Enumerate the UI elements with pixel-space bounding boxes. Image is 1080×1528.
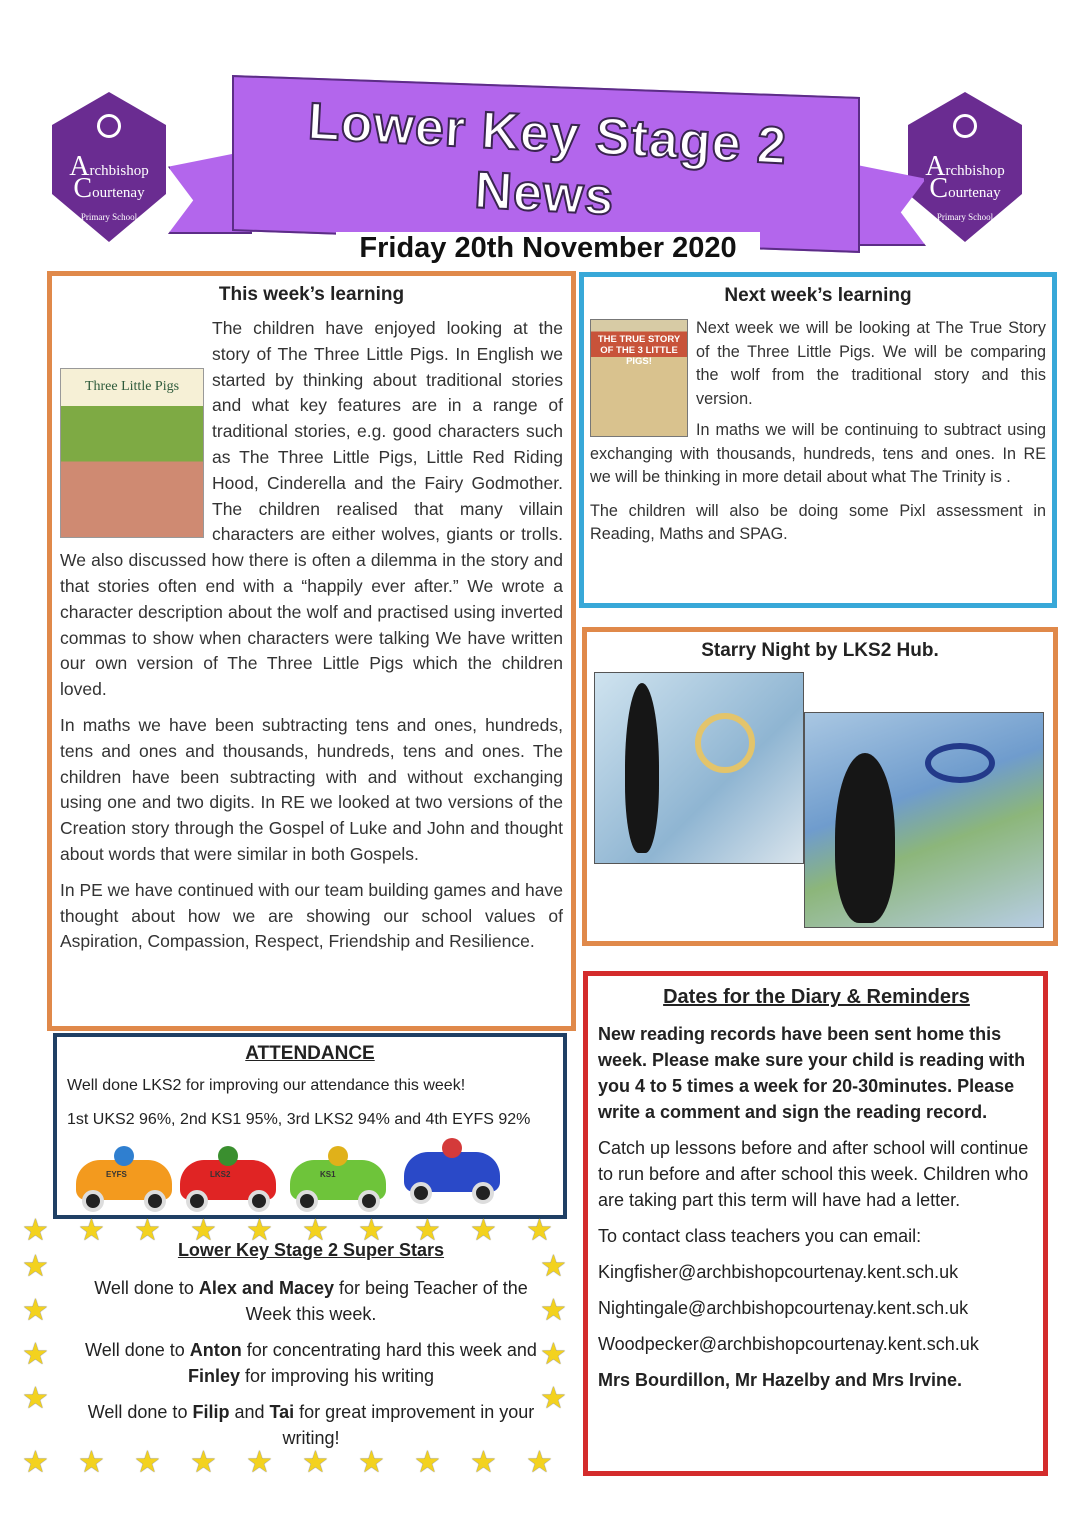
star-decoration-icon: ★ [22, 1214, 49, 1247]
attendance-results: 1st UKS2 96%, 2nd KS1 95%, 3rd LKS2 94% and 4th EYFS 92% [67, 1111, 531, 1128]
star-decoration-icon: ★ [190, 1214, 217, 1247]
page-title: Lower Key Stage 2 News [306, 92, 789, 227]
star-decoration-icon: ★ [246, 1214, 273, 1247]
star-decoration-icon: ★ [540, 1294, 567, 1327]
contact-teachers-text: To contact class teachers you can email: [598, 1226, 922, 1246]
star-decoration-icon: ★ [302, 1214, 329, 1247]
next-weeks-learning-panel [579, 272, 1057, 608]
star-decoration-icon: ★ [134, 1214, 161, 1247]
star-decoration-icon: ★ [22, 1338, 49, 1371]
diary-reminders-panel [583, 971, 1048, 1476]
star-decoration-icon: ★ [190, 1446, 217, 1479]
true-story-book-cover: THE TRUE STORY OF THE 3 LITTLE PIGS! [590, 319, 688, 437]
superstar-entry-3: Well done to Filip and Tai for great improvement in your writing! [87, 1402, 535, 1448]
superstar-entry-1: Well done to Alex and Macey for being Teacher of the Week this week. [94, 1278, 528, 1324]
race-car-eyfs: EYFS [76, 1160, 172, 1200]
next-week-english-text: Next week we will be looking at The True Story of the Three Little Pigs. We will be comparing the wolf from the traditional story and this version. [696, 319, 1046, 408]
superstar-entry-2: Well done to Anton for concentrating hard this week and Finley for improving his writing [85, 1340, 537, 1386]
star-decoration-icon: ★ [302, 1446, 329, 1479]
this-weeks-learning-panel [47, 271, 576, 1031]
star-decoration-icon: ★ [246, 1446, 273, 1479]
newsletter-date: Friday 20th November 2020 [336, 232, 760, 265]
star-decoration-icon: ★ [526, 1214, 553, 1247]
next-week-maths-text: In maths we will be continuing to subtract using exchanging with thousands, hundreds, tens and ones. In RE we will be thinking in more detail about what The Trinity is . [590, 421, 1046, 486]
reading-records-reminder: New reading records have been sent home this week. Please make sure your child is reading with you 4 to 5 times a week for 20-30minutes. Please write a comment and sign the reading record. [598, 1024, 1026, 1122]
star-decoration-icon: ★ [358, 1446, 385, 1479]
email-kingfisher[interactable]: Kingfisher@archbishopcourtenay.kent.sch.uk [598, 1262, 959, 1282]
star-decoration-icon: ★ [78, 1214, 105, 1247]
attendance-message: Well done LKS2 for improving our attendance this week! [67, 1077, 466, 1094]
star-decoration-icon: ★ [470, 1446, 497, 1479]
star-decoration-icon: ★ [22, 1250, 49, 1283]
school-crest-right: Archbishop Courtenay Primary School [908, 92, 1022, 242]
this-week-maths-text: In maths we have been subtracting tens and ones, hundreds, tens and ones and thousands, hundreds, tens and ones. The children have been subtracting with and without exchanging using one and two digits. In RE we looked at two versions of the Creation story through the Gospel of Luke and John and thought about words that were similar in both Gospels. [60, 714, 563, 864]
this-week-pe-text: In PE we have continued with our team building games and have thought about how we are showing our school values of Aspiration, Compassion, Respect, Friendship and Resilience. [60, 879, 563, 952]
race-car-ks1: KS1 [290, 1160, 386, 1200]
race-car-ks2 [404, 1152, 500, 1192]
superstars-heading: Lower Key Stage 2 Super Stars [177, 1240, 445, 1260]
superstars-panel [22, 1216, 572, 1478]
star-decoration-icon: ★ [414, 1446, 441, 1479]
email-nightingale[interactable]: Nightingale@archbishopcourtenay.kent.sch.uk [598, 1298, 969, 1318]
this-week-heading: This week’s learning [218, 284, 405, 305]
starry-night-heading: Starry Night by LKS2 Hub. [701, 640, 939, 661]
this-week-english-text: The children have enjoyed looking at the story of The Three Little Pigs. In English we started by thinking about traditional stories and what key features are in a range of traditional stories, e.g. good characters such as The Three Little Pigs, Little Red Riding Hood, Cinderella and the Fairy Godmother. The children realised that many villain characters are either wolves, giants or trolls. We also discussed how there is often a dilemma in the story and that stories often end with a “happily ever after.” We wrote a character description about the wolf and practised using inverted commas to show when characters were talking We have written our own version of The Three Little Pigs which the children loved. [60, 318, 563, 700]
starry-night-photo-2 [804, 712, 1044, 928]
email-woodpecker[interactable]: Woodpecker@archbishopcourtenay.kent.sch.uk [598, 1334, 979, 1354]
race-car-lks2: LKS2 [180, 1160, 276, 1200]
catch-up-lessons-notice: Catch up lessons before and after school will continue to run before and after school this week. Children who are taking part this term will have had a letter. [598, 1138, 1029, 1210]
teacher-signoff: Mrs Bourdillon, Mr Hazelby and Mrs Irvine. [598, 1370, 963, 1390]
next-week-heading: Next week’s learning [724, 285, 912, 306]
diary-heading: Dates for the Diary & Reminders [663, 986, 970, 1008]
star-decoration-icon: ★ [414, 1214, 441, 1247]
star-decoration-icon: ★ [540, 1382, 567, 1415]
next-week-pixl-text: The children will also be doing some Pixl assessment in Reading, Maths and SPAG. [590, 501, 1046, 543]
three-little-pigs-book-cover: Three Little Pigs [60, 368, 204, 538]
star-decoration-icon: ★ [78, 1446, 105, 1479]
star-decoration-icon: ★ [22, 1446, 49, 1479]
star-decoration-icon: ★ [358, 1214, 385, 1247]
starry-night-photo-1 [594, 672, 804, 864]
star-decoration-icon: ★ [470, 1214, 497, 1247]
star-decoration-icon: ★ [540, 1338, 567, 1371]
star-decoration-icon: ★ [22, 1382, 49, 1415]
star-decoration-icon: ★ [540, 1250, 567, 1283]
star-decoration-icon: ★ [526, 1446, 553, 1479]
attendance-heading: ATTENDANCE [245, 1043, 375, 1064]
star-decoration-icon: ★ [134, 1446, 161, 1479]
star-decoration-icon: ★ [22, 1294, 49, 1327]
school-crest-left: Archbishop Courtenay Primary School [52, 92, 166, 242]
